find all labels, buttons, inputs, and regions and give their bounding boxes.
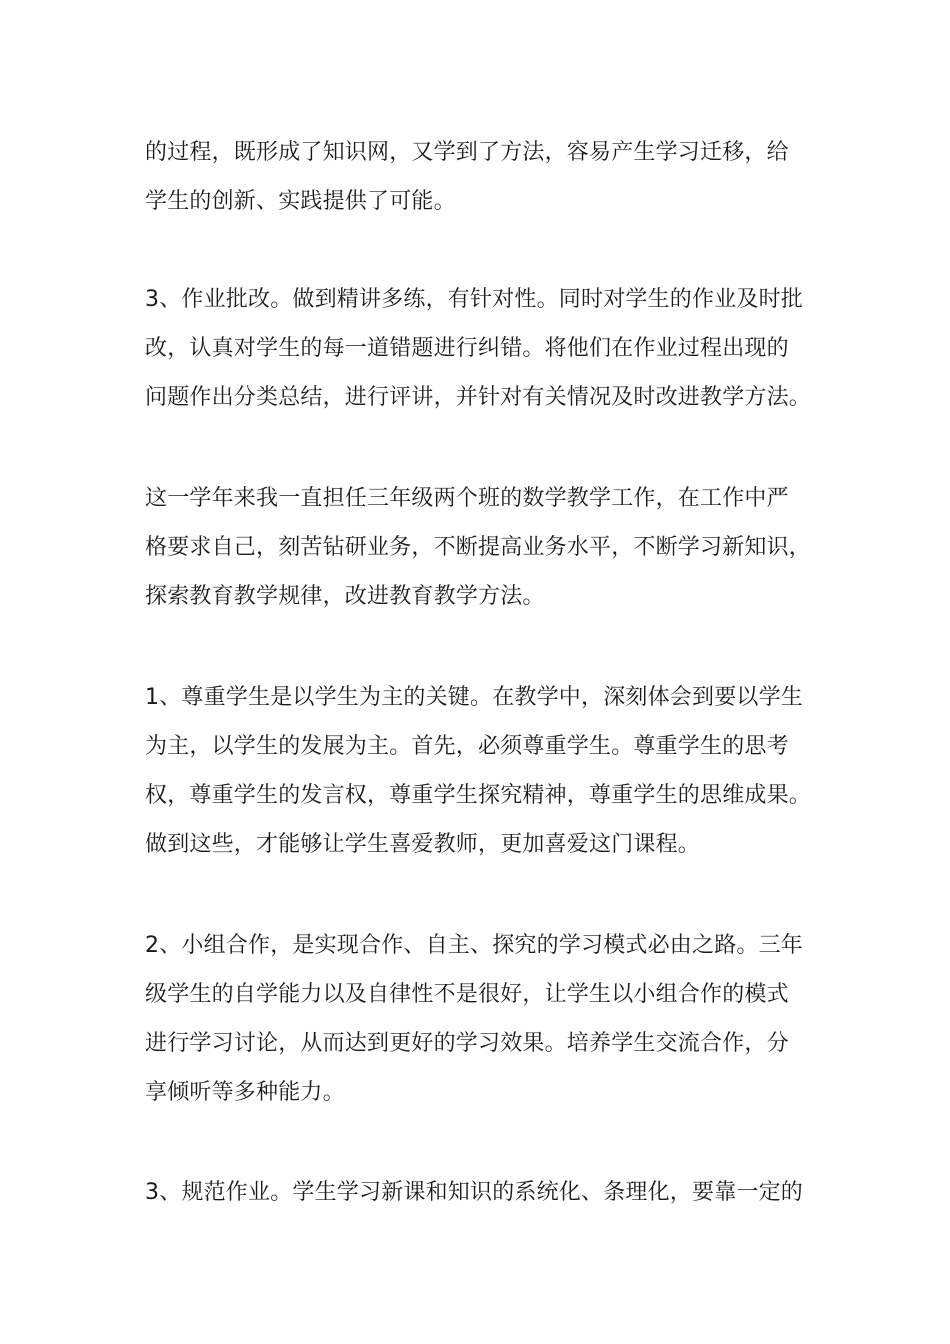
paragraph-year-summary: 这一学年来我一直担任三年级两个班的数学教学工作，在工作中严 格要求自己，刻苦钻研业务，不断提高业务水平，不断学习新知识， 探索教育教学规律，改进教育教学方法。 <box>145 486 812 609</box>
paragraph-learning-transfer: 的过程，既形成了知识网，又学到了方法，容易产生学习迁移，给 学生的创新、实践提供了可能。 <box>145 140 789 214</box>
paragraph-respect-students: 1、尊重学生是以学生为主的关键。在教学中，深刻体会到要以学生 为主，以学生的发展为主。首先，必须尊重学生。尊重学生的思考 权，尊重学生的发言权，尊重学生探究精神，尊重学生的思维成果。 做到这些，才能够让学生喜爱教师，更加喜爱这门课程。 <box>145 685 812 857</box>
paragraph-standardize-homework: 3、规范作业。学生学习新课和知识的系统化、条理化，要靠一定的 <box>145 1180 803 1205</box>
paragraph-homework-correction: 3、作业批改。做到精讲多练，有针对性。同时对学生的作业及时批 改，认真对学生的每一道错题进行纠错。将他们在作业过程出现的 问题作出分类总结，进行评讲，并针对有关情况及时改进教学方法。 <box>145 287 812 410</box>
paragraph-group-cooperation: 2、小组合作，是实现合作、自主、探究的学习模式必由之路。三年 级学生的自学能力以及自律性不是很好，让学生以小组合作的模式 进行学习讨论，从而达到更好的学习效果。培养学生交流合作，分 享倾听等多种能力。 <box>145 933 803 1105</box>
